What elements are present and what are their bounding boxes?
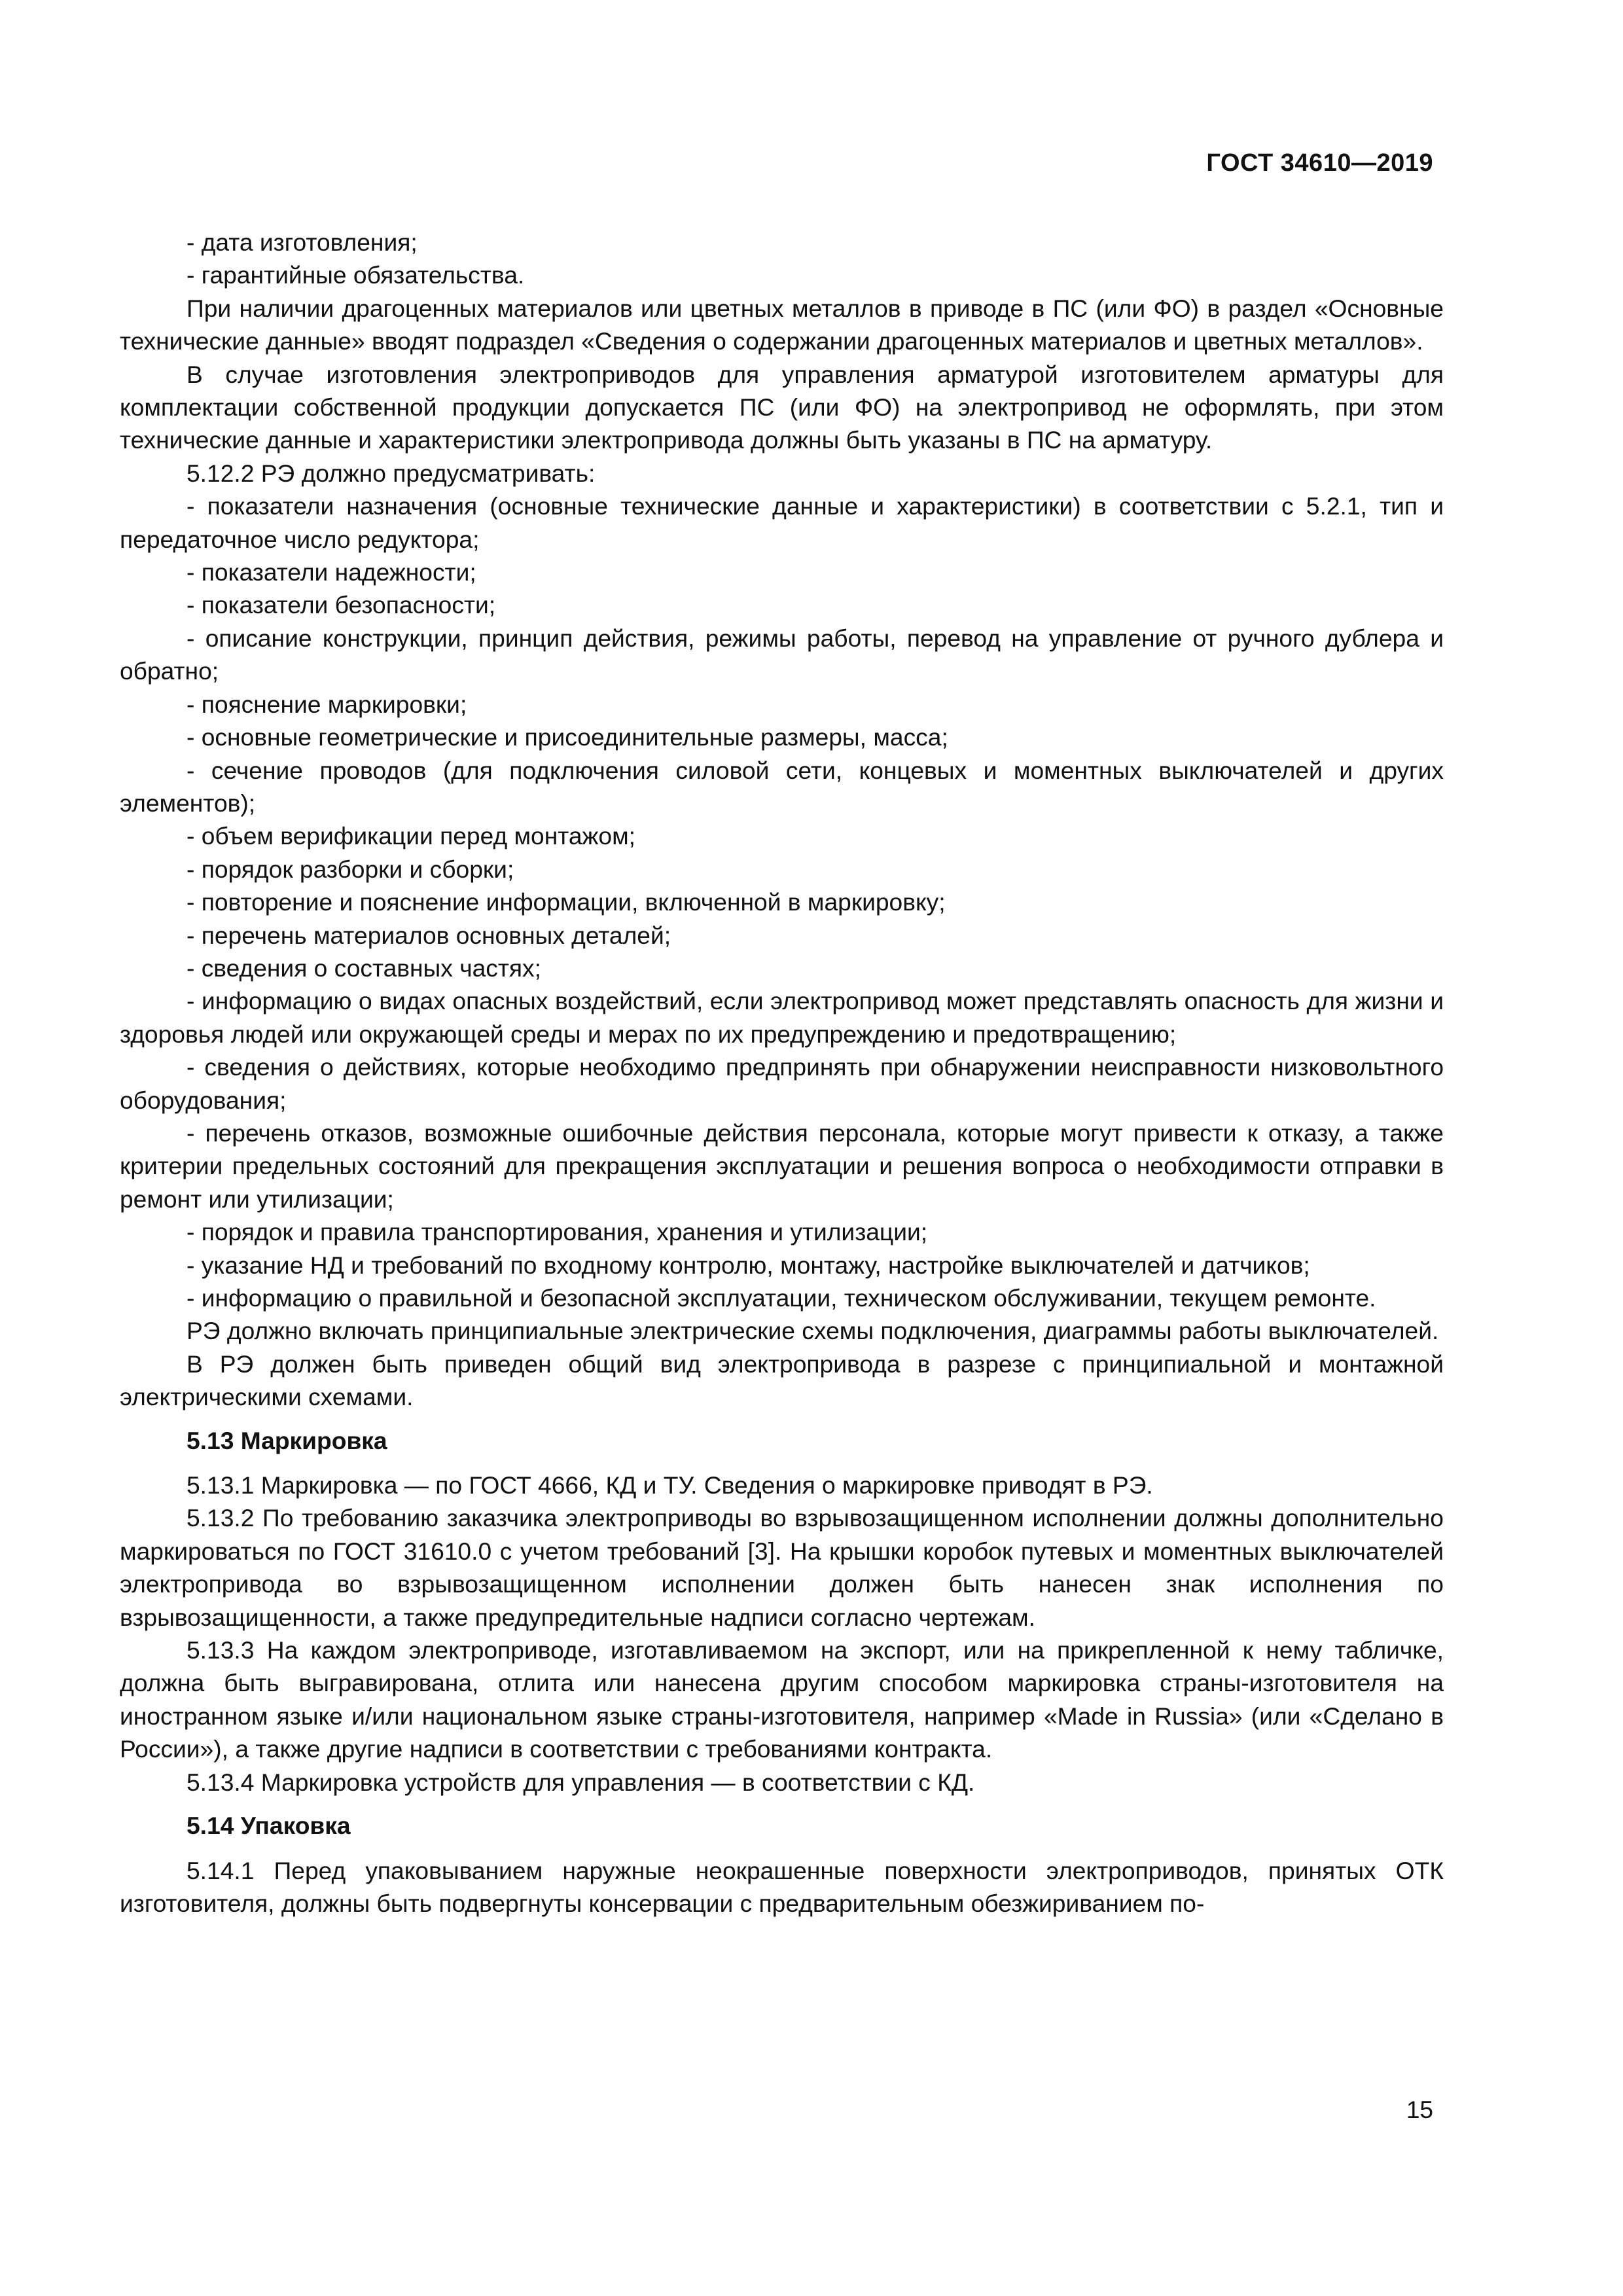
list-item: - перечень отказов, возможные ошибочные действия персонала, которые могут привести к отказу, а также критерии предельных состояний для прекращения эксплуатации и решения вопроса о необходимости отправки в ремонт или утилизации; xyxy=(120,1119,1444,1213)
list-item: - пояснение маркировки; xyxy=(187,690,467,718)
section-heading: 5.13 Маркировка xyxy=(187,1426,387,1454)
body-paragraph: 5.13.4 Маркировка устройств для управления — в соответствии с КД. xyxy=(187,1768,975,1796)
document-code: ГОСТ 34610—2019 xyxy=(1206,149,1433,177)
list-item: - порядок разборки и сборки; xyxy=(187,855,514,883)
body-paragraph: 5.13.3 На каждом электроприводе, изготавливаемом на экспорт, или на прикрепленной к нему табличке, должна быть выгравирована, отлита или нанесена другим способом маркировка страны-изготовителя на иностранном языке и/или национальном языке страны-изготовителя, например «Made in Russia» (или «Сделано в России»), а также другие надписи в соответствии с требованиями контракта. xyxy=(120,1636,1444,1763)
body-paragraph: РЭ должно включать принципиальные электрические схемы подключения, диаграммы работы выключателей. xyxy=(187,1317,1439,1345)
list-item: - информацию о правильной и безопасной эксплуатации, техническом обслуживании, текущем ремонте. xyxy=(187,1284,1376,1312)
list-item: - сведения о составных частях; xyxy=(187,954,541,982)
body-paragraph: При наличии драгоценных материалов или цветных металлов в приводе в ПС (или ФО) в раздел «Основные технические данные» вводят подраздел «Сведения о содержании драгоценных материалов и цветных металлов». xyxy=(120,294,1444,355)
section-heading: 5.14 Упаковка xyxy=(187,1812,351,1840)
body-paragraph: 5.13.1 Маркировка — по ГОСТ 4666, КД и ТУ. Сведения о маркировке приводят в РЭ. xyxy=(187,1471,1153,1499)
list-item: - сечение проводов (для подключения силовой сети, концевых и моментных выключателей и других элементов); xyxy=(120,756,1444,817)
list-item: - перечень материалов основных деталей; xyxy=(187,921,671,949)
list-item: - информацию о видах опасных воздействий, если электропривод может представлять опасность для жизни и здоровья людей или окружающей среды и мерах по их предупреждению и предотвращению; xyxy=(120,987,1444,1048)
list-item: - показатели назначения (основные технические данные и характеристики) в соответствии с 5.2.1, тип и передаточное число редуктора; xyxy=(120,492,1444,553)
list-item: - основные геометрические и присоединительные размеры, масса; xyxy=(187,723,948,751)
list-item: - сведения о действиях, которые необходимо предпринять при обнаружении неисправности низковольтного оборудования; xyxy=(120,1053,1444,1114)
body-paragraph: 5.14.1 Перед упаковыванием наружные неокрашенные поверхности электроприводов, принятых ОТК изготовителя, должны быть подвергнуты консервации с предварительным обезжириванием по- xyxy=(120,1856,1444,1917)
list-item: - показатели надежности; xyxy=(187,558,476,586)
list-item: - описание конструкции, принцип действия, режимы работы, перевод на управление от ручного дублера и обратно; xyxy=(120,624,1444,685)
body-paragraph: В случае изготовления электроприводов для управления арматурой изготовителем арматуры для комплектации собственной продукции допускается ПС (или ФО) на электропривод не оформлять, при этом технические данные и характеристики электропривода должны быть указаны в ПС на арматуру. xyxy=(120,360,1444,454)
body-paragraph: В РЭ должен быть приведен общий вид электропривода в разрезе с принципиальной и монтажной электрическими схемами. xyxy=(120,1350,1444,1411)
list-item: - указание НД и требований по входному контролю, монтажу, настройке выключателей и датчиков; xyxy=(187,1251,1310,1279)
body-paragraph: 5.12.2 РЭ должно предусматривать: xyxy=(187,459,596,487)
list-item: - повторение и пояснение информации, включенной в маркировку; xyxy=(187,888,946,916)
list-item: - объем верификации перед монтажом; xyxy=(187,822,636,850)
list-item: - порядок и правила транспортирования, хранения и утилизации; xyxy=(187,1218,928,1246)
body-paragraph: 5.13.2 По требованию заказчика электроприводы во взрывозащищенном исполнении должны дополнительно маркироваться по ГОСТ 31610.0 с учетом требований [3]. На крышки коробок путевых и моментных выключателей электропривода во взрывозащищенном исполнении должен быть нанесен знак исполнения по взрывозащищенности, а также предупредительные надписи согласно чертежам. xyxy=(120,1504,1444,1631)
list-item: - дата изготовления; xyxy=(187,228,418,256)
page-number: 15 xyxy=(1406,2096,1433,2123)
list-item: - гарантийные обязательства. xyxy=(187,261,525,289)
list-item: - показатели безопасности; xyxy=(187,591,496,619)
page-body xyxy=(120,226,1444,1920)
